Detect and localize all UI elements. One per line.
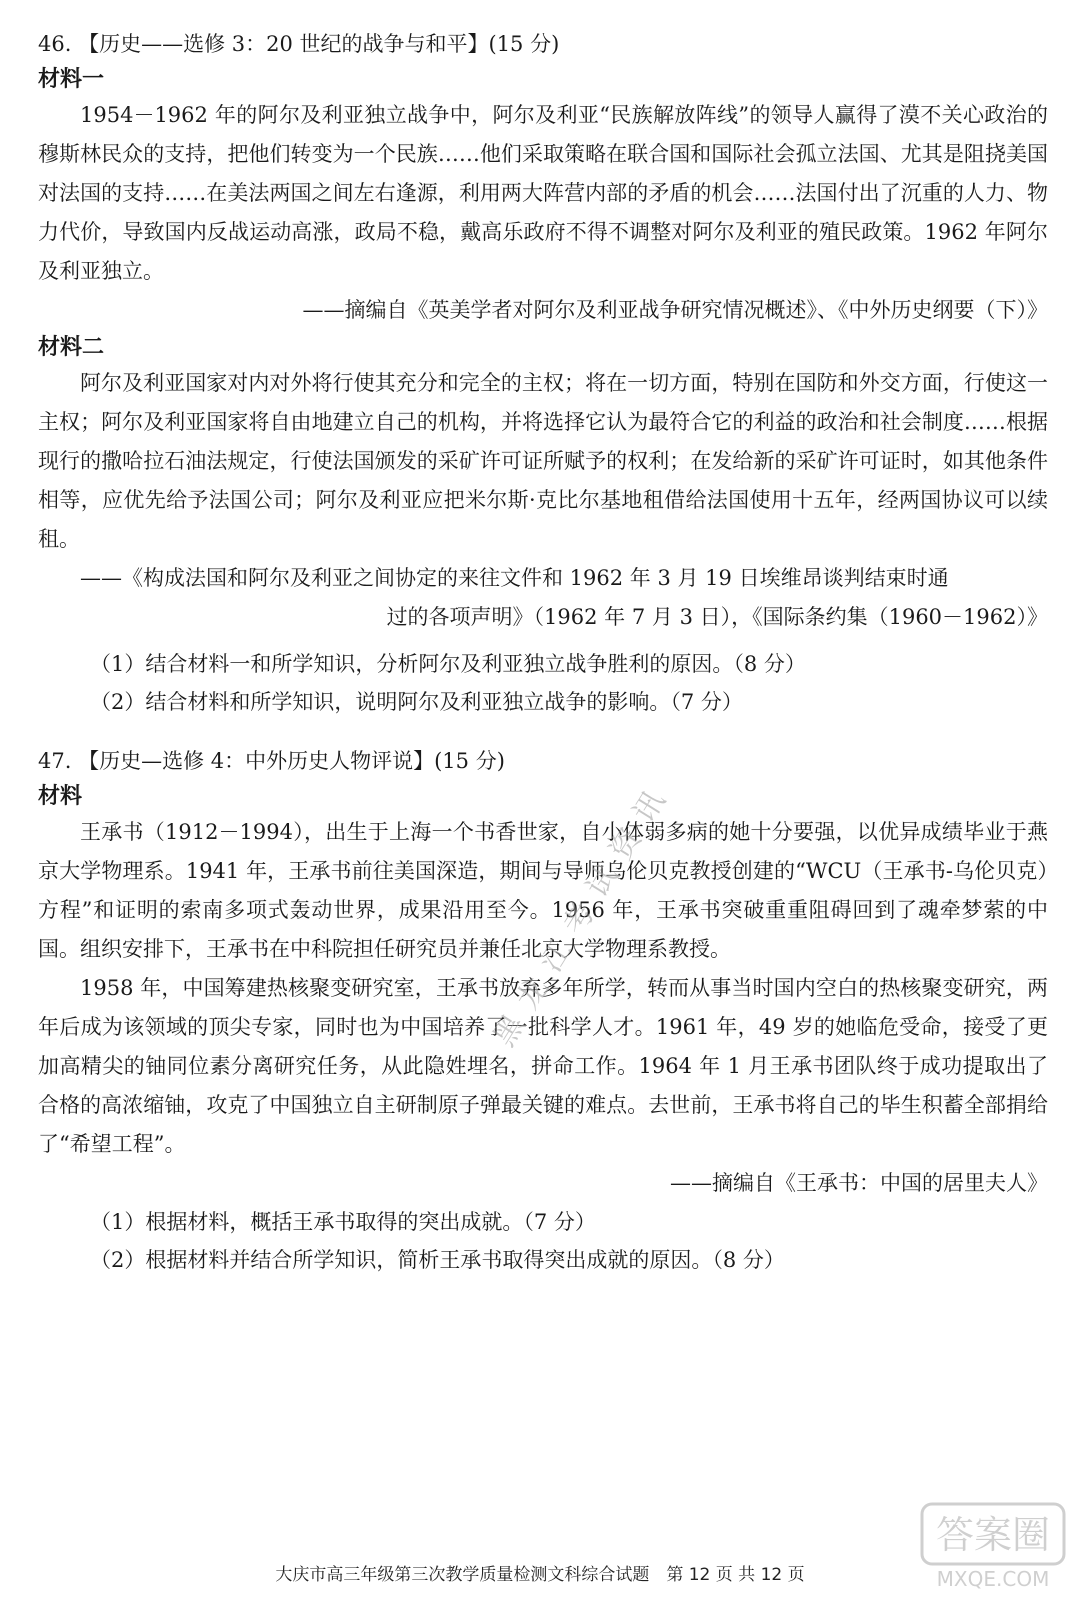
q47-subquestion-2: （2）根据材料并结合所学知识，简析王承书取得突出成就的原因。（8 分）	[90, 1248, 785, 1272]
q46-title: 46. 【历史——选修 3：20 世纪的战争与和平】(15 分)	[38, 32, 560, 56]
q46-subquestion-2: （2）结合材料和所学知识，说明阿尔及利亚独立战争的影响。（7 分）	[90, 690, 743, 714]
q47-source: ——摘编自《王承书：中国的居里夫人》	[670, 1171, 1048, 1195]
q46-material1-text: 1954－1962 年的阿尔及利亚独立战争中，阿尔及利亚“民族解放阵线”的领导人赢得了漠不关心政治的穆斯林民众的支持，把他们转变为一个民族……他们采取策略在联合国和国际社会孤立法国、尤其是阻挠美国对法国的支持……在美法两国之间左右逢源，利用两大阵营内部的矛盾的机会……法国付出了沉重的人力、物力代价，导致国内反战运动高涨，政局不稳，戴高乐政府不得不调整对阿尔及利亚的殖民政策。1962 年阿尔及利亚独立。	[38, 103, 1048, 283]
q47-subquestion-1: （1）根据材料，概括王承书取得的突出成就。（7 分）	[90, 1210, 596, 1234]
q47-paragraph-1: 王承书（1912－1994），出生于上海一个书香世家，自小体弱多病的她十分要强，以优异成绩毕业于燕京大学物理系。1941 年，王承书前往美国深造，期间与导师乌伦贝克教授创建的“WCU（王承书-乌伦贝克）方程”和证明的索南多项式轰动世界，成果沿用至今。1956 年，王承书突破重重阻碍回到了魂牵梦萦的中国。组织安排下，王承书在中科院担任研究员并兼任北京大学物理系教授。	[38, 820, 1049, 961]
q46-material1-source: ——摘编自《英美学者对阿尔及利亚战争研究情况概述》、《中外历史纲要（下）》	[302, 298, 1048, 322]
q46-material1-heading: 材料一	[38, 66, 105, 92]
q46-material2-source-line1: ——《构成法国和阿尔及利亚之间协定的来往文件和 1962 年 3 月 19 日埃维昂谈判结束时通	[80, 566, 949, 590]
q46-material2-source-line2: 过的各项声明》（1962 年 7 月 3 日），《国际条约集（1960－1962）》	[386, 605, 1048, 629]
watermark-text: 黑龙江考试资讯	[486, 773, 680, 1053]
page-footer: 大庆市高三年级第三次教学质量检测文科综合试题 第 12 页 共 12 页	[275, 1565, 805, 1585]
q47-material-heading: 材料	[38, 783, 83, 809]
q46-material2-source	[38, 559, 1048, 637]
q46-material2-text: 阿尔及利亚国家对内对外将行使其充分和完全的主权；将在一切方面，特别在国防和外交方面，行使这一主权；阿尔及利亚国家将自由地建立自己的机构，并将选择它认为最符合它的利益的政治和社会制度……根据现行的撒哈拉石油法规定，行使法国颁发的采矿许可证所赋予的权利；在发给新的采矿许可证时，如其他条件相等，应优先给予法国公司；阿尔及利亚应把米尔斯·克比尔基地租借给法国使用十五年，经两国协议可以续租。	[38, 371, 1048, 551]
q47-title: 47. 【历史—选修 4：中外历史人物评说】(15 分)	[38, 749, 505, 773]
logo-subtext: MXQE.COM	[936, 1567, 1050, 1591]
logo-text: 答案圈	[935, 1513, 1051, 1557]
q46-material2-heading: 材料二	[38, 334, 105, 360]
q47-paragraph-2: 1958 年，中国筹建热核聚变研究室，王承书放弃多年所学，转而从事当时国内空白的热核聚变研究，两年后成为该领域的顶尖专家，同时也为中国培养了一批科学人才。1961 年，49 岁的她临危受命，接受了更加高精尖的铀同位素分离研究任务，从此隐姓埋名，拼命工作。1964 年 1 月王承书团队终于成功提取出了合格的高浓缩铀，攻克了中国独立自主研制原子弹最关键的难点。去世前，王承书将自己的毕生积蓄全部捐给了“希望工程”。	[38, 976, 1048, 1156]
q46-subquestion-1: （1）结合材料一和所学知识，分析阿尔及利亚独立战争胜利的原因。（8 分）	[90, 652, 806, 676]
exam-page	[38, 26, 1048, 1279]
